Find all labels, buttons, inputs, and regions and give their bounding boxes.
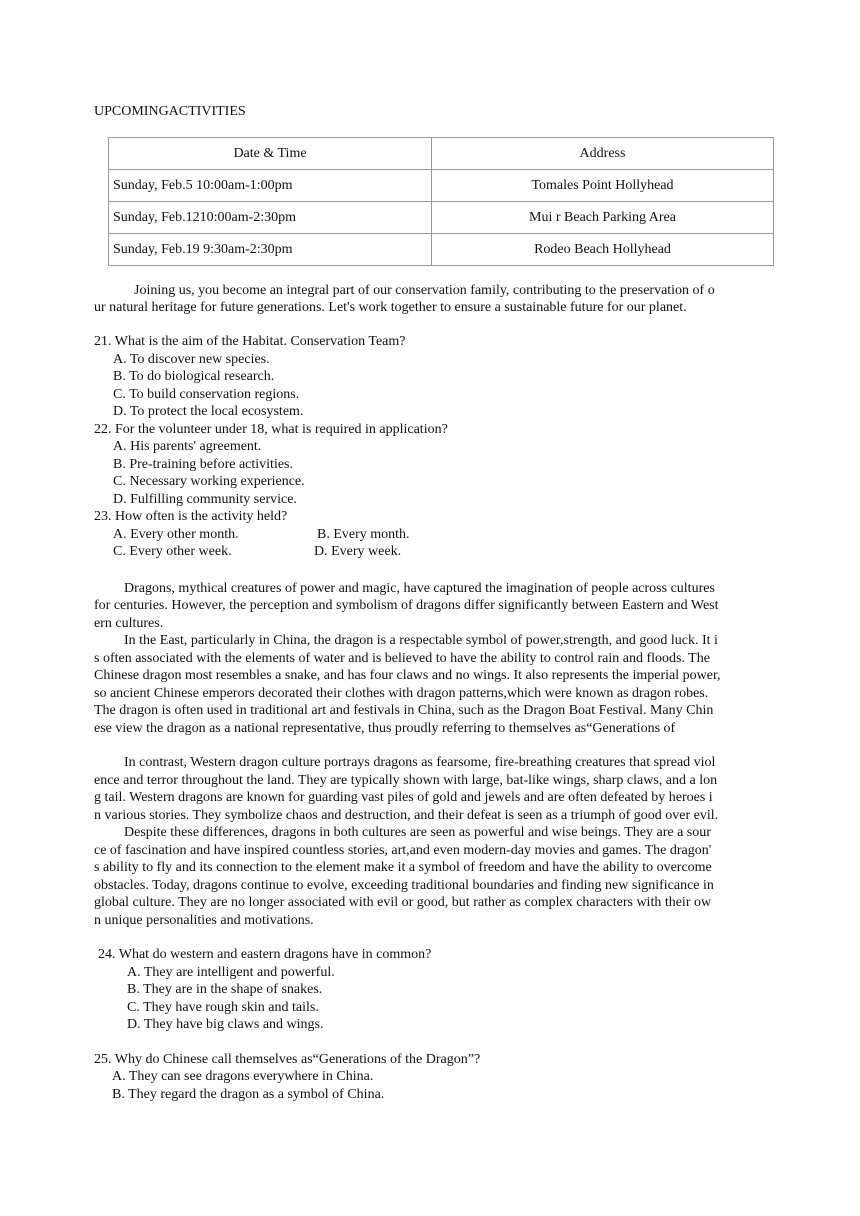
passage-line: Despite these differences, dragons in both cultures are seen as powerful and wise beings. They are a sour [124, 825, 711, 840]
option: D. Fulfilling community service. [113, 492, 297, 507]
passage-line: s often associated with the elements of water and is believed to have the ability to control rain and floods. The [94, 651, 710, 666]
table-row [109, 170, 774, 202]
passage-line: ce of fascination and have inspired countless stories, art,and even modern-day movies and games. The dragon' [94, 843, 712, 858]
option: C. They have rough skin and tails. [127, 1000, 319, 1015]
address-cell: Rodeo Beach Hollyhead [432, 234, 774, 266]
date-time-cell: Sunday, Feb.1210:00am-2:30pm [109, 202, 432, 234]
header-date-time: Date & Time [109, 138, 432, 170]
passage-line: n various stories. They symbolize chaos and destruction, and their defeat is seen as a triumph of good over evil. [94, 808, 719, 823]
option: C. Every other week. [113, 544, 232, 559]
intro-line: ur natural heritage for future generations. Let's work together to ensure a sustainable future for our planet. [94, 300, 687, 315]
passage-line: In contrast, Western dragon culture portrays dragons as fearsome, fire-breathing creatures that spread viol [124, 755, 716, 770]
option: B. Pre-training before activities. [113, 457, 293, 472]
question-stem: 22. For the volunteer under 18, what is required in application? [94, 422, 448, 437]
option: D. Every week. [314, 544, 402, 559]
question-stem: 23. How often is the activity held? [94, 509, 288, 524]
option: D. To protect the local ecosystem. [113, 404, 304, 419]
passage-line: ese view the dragon as a national representative, thus proudly referring to themselves as“Generations of [94, 721, 676, 736]
option: B. They are in the shape of snakes. [127, 982, 323, 997]
intro-line: Joining us, you become an integral part of our conservation family, contributing to the preservation of o [134, 283, 715, 298]
date-time-cell: Sunday, Feb.5 10:00am-1:00pm [109, 170, 432, 202]
address-cell: Mui r Beach Parking Area [432, 202, 774, 234]
question-stem: 25. Why do Chinese call themselves as“Generations of the Dragon”? [94, 1052, 481, 1067]
option: C. Necessary working experience. [113, 474, 305, 489]
option: B. To do biological research. [113, 369, 275, 384]
option: A. To discover new species. [113, 352, 270, 367]
header-address: Address [432, 138, 774, 170]
address-cell: Tomales Point Hollyhead [432, 170, 774, 202]
passage-line: n unique personalities and motivations. [94, 913, 314, 928]
section-heading: UPCOMINGACTIVITIES [94, 104, 246, 119]
option: B. They regard the dragon as a symbol of China. [112, 1087, 385, 1102]
passage-line: ence and terror throughout the land. They are typically shown with large, bat-like wings, sharp claws, and a lon [94, 773, 718, 788]
table-row [109, 202, 774, 234]
passage-line: obstacles. Today, dragons continue to evolve, exceeding traditional boundaries and finding new significance in [94, 878, 714, 893]
passage-line: Dragons, mythical creatures of power and magic, have captured the imagination of people across cultures [124, 581, 715, 596]
passage-line: s ability to fly and its connection to the element make it a symbol of freedom and have the ability to overcome [94, 860, 712, 875]
option: D. They have big claws and wings. [127, 1017, 324, 1032]
passage-line: ern cultures. [94, 616, 164, 631]
date-time-cell: Sunday, Feb.19 9:30am-2:30pm [109, 234, 432, 266]
option: A. They can see dragons everywhere in China. [112, 1069, 374, 1084]
passage-line: global culture. They are no longer associated with evil or good, but rather as complex characters with their ow [94, 895, 712, 910]
question-stem: 21. What is the aim of the Habitat. Conservation Team? [94, 334, 406, 349]
passage-line: so ancient Chinese emperors decorated their clothes with dragon patterns,which were known as dragon robes. [94, 686, 709, 701]
passage-line: The dragon is often used in traditional art and festivals in China, such as the Dragon Boat Festival. Many Chin [94, 703, 714, 718]
activities-table [108, 137, 774, 266]
passage-line: Chinese dragon most resembles a snake, and has four claws and no wings. It also represents the imperial power, [94, 668, 721, 683]
passage-line: g tail. Western dragons are known for guarding vast piles of gold and jewels and are often defeated by heroes i [94, 790, 713, 805]
passage-line: for centuries. However, the perception and symbolism of dragons differ significantly between Eastern and West [94, 598, 719, 613]
table-row [109, 234, 774, 266]
passage-line: In the East, particularly in China, the dragon is a respectable symbol of power,strength, and good luck. It i [124, 633, 718, 648]
option: A. His parents' agreement. [113, 439, 262, 454]
option: A. They are intelligent and powerful. [127, 965, 335, 980]
table-header-row [109, 138, 774, 170]
question-stem: 24. What do western and eastern dragons have in common? [98, 947, 432, 962]
option: B. Every month. [317, 527, 410, 542]
option: A. Every other month. [113, 527, 239, 542]
option: C. To build conservation regions. [113, 387, 300, 402]
